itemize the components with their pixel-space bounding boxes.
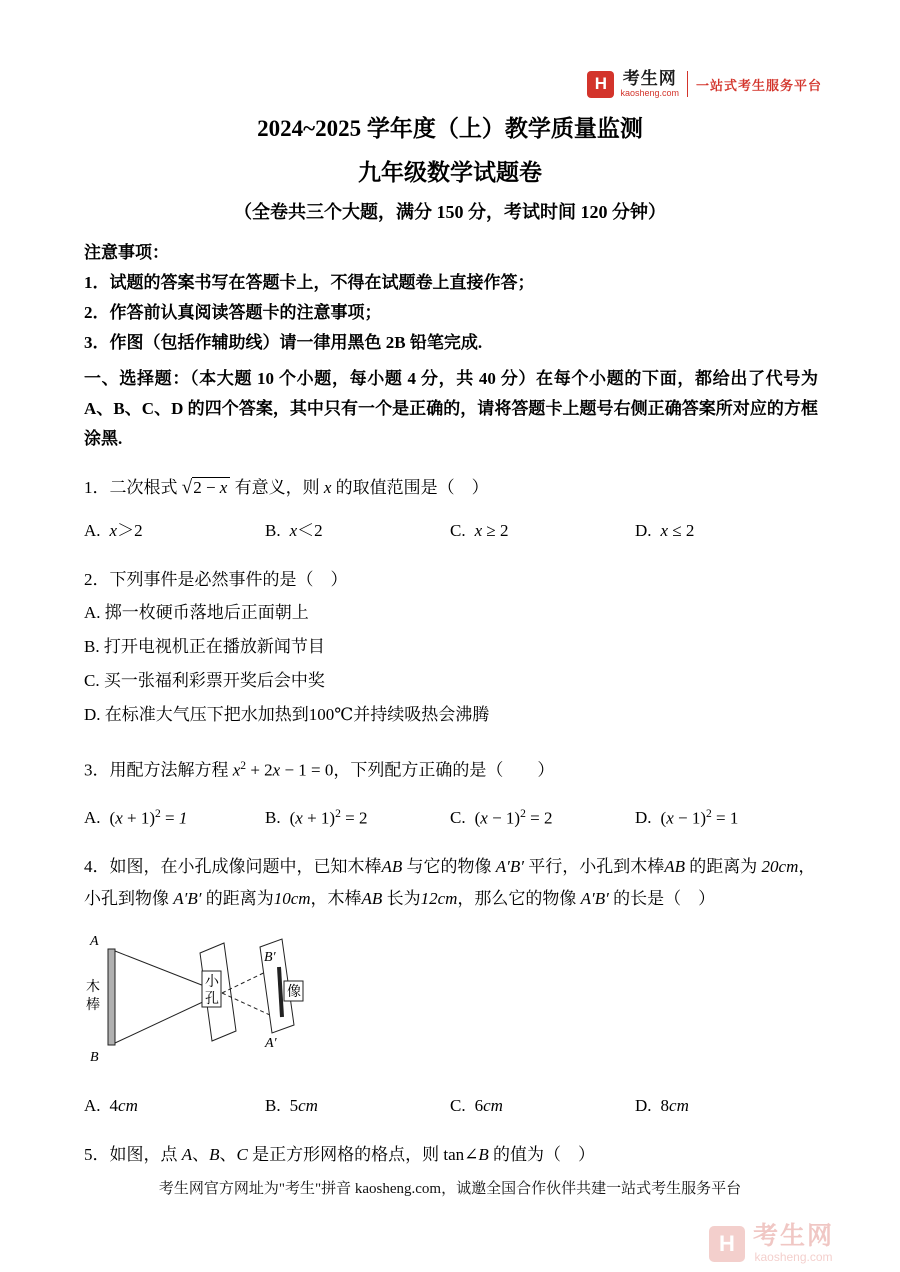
kaosheng-watermark-icon: H: [709, 1226, 745, 1262]
question-3: [84, 750, 818, 833]
figure-label-rod-char1: 木: [86, 980, 100, 996]
q3-option-d: D. $(x - 1)^2 = 1$: [635, 806, 739, 828]
brand-name: 考生网: [622, 69, 677, 88]
question-4: [84, 851, 818, 1121]
brand-names: [620, 70, 679, 98]
figure-label-a-prime: A′: [265, 1036, 277, 1052]
figure-label-a: A: [90, 934, 99, 950]
question-2-stem: 2．下列事件是必然事件的是（ ）: [84, 570, 348, 589]
notice-item-2: 2．作答前认真阅读答题卡的注意事项；: [84, 303, 382, 322]
exam-body: [84, 238, 818, 1171]
question-5-stem: 5．如图，点 A、B、C 是正方形网格的格点，则 tan∠B 的值为（ ）: [84, 1145, 596, 1165]
question-4-figure: [84, 929, 818, 1079]
question-3-stem: 3．用配方法解方程 $x^2 + 2x - 1 = 0$，下列配方正确的是（ ）: [84, 759, 555, 780]
figure-label-b: B: [90, 1050, 99, 1066]
figure-label-b-prime: B′: [264, 950, 276, 966]
q1-option-c: C. x ≥ 2: [450, 521, 509, 540]
sqrt-expression: [182, 478, 231, 497]
q2-option-c: C. 买一张福利彩票开奖后会中奖: [84, 671, 325, 690]
watermark-name: 考生网: [752, 1223, 834, 1250]
question-2: [84, 564, 818, 732]
wooden-rod: [108, 949, 115, 1045]
q4-option-b: B. 5cm: [265, 1096, 318, 1116]
q1-option-b: B. x＜2: [265, 521, 323, 540]
question-5: [84, 1139, 818, 1171]
figure-label-hole-char2: 孔: [205, 992, 219, 1008]
q1-prefix: 1．二次根式: [84, 478, 178, 497]
watermark: [709, 1224, 834, 1264]
question-4-options: [84, 1091, 818, 1121]
footer-text: 考生网官方网址为"考生"拼音 kaosheng.com，诚邀全国合作伙伴共建一站式考生服务平台: [158, 1181, 742, 1197]
small-hole-imaging-diagram: [84, 929, 324, 1074]
q2-option-d: D. 在标准大气压下把水加热到100℃并持续吸热会沸腾: [84, 705, 490, 724]
notice-item-1: 1．试题的答案书写在答题卡上，不得在试题卷上直接作答；: [84, 273, 535, 292]
question-4-stem: 4．如图，在小孔成像问题中，已知木棒AB 与它的物像 A′B′ 平行，小孔到木棒AB 的距离为 20cm，小孔到物像 A′B′ 的距离为10cm，木棒AB 长为12cm，那么它的物像 A′B′ 的长是（ ）: [84, 857, 816, 909]
brand-header: [587, 70, 822, 98]
q4-option-c: C. 6cm: [450, 1096, 503, 1116]
radicand: 2 − x: [192, 477, 230, 497]
notice-heading: 注意事项：: [84, 243, 169, 262]
brand-divider: [687, 71, 688, 97]
brand-domain: kaosheng.com: [620, 88, 679, 98]
exam-subtitle: 九年级数学试题卷: [358, 160, 542, 185]
watermark-names: [753, 1224, 834, 1264]
section-1-heading: 一、选择题：（本大题 10 个小题，每小题 4 分，共 40 分）在每个小题的下面，都给出了代号为 A、B、C、D 的四个答案，其中只有一个是正确的，请将答题卡上题号右侧正确答案所对应的方框涂黑.: [84, 369, 818, 448]
question-1-stem: [84, 472, 818, 504]
q4-option-a: A. 4cm: [84, 1096, 138, 1116]
q1-option-a: A. x＞2: [84, 521, 143, 540]
radical-sign: √: [181, 477, 193, 498]
q3-option-a: A. $(x + 1)^2 = 1$: [84, 806, 188, 828]
q4-option-d: D. 8cm: [635, 1096, 689, 1116]
q1-option-d: D. x ≤ 2: [635, 521, 695, 540]
q2-option-a: A. 掷一枚硬币落地后正面朝上: [84, 603, 309, 622]
q3-option-b: B. $(x + 1)^2 = 2$: [265, 806, 368, 828]
question-3-options: [84, 799, 818, 834]
exam-title: 2024~2025 学年度（上）教学质量监测: [257, 116, 643, 141]
exam-meta-line: （全卷共三个大题，满分 150 分，考试时间 120 分钟）: [234, 202, 666, 222]
question-1-options: [84, 516, 818, 546]
watermark-domain: kaosheng.com: [754, 1250, 833, 1264]
figure-label-hole-char1: 小: [205, 975, 219, 991]
figure-label-rod-char2: 棒: [86, 998, 100, 1014]
brand-slogan: 一站式考生服务平台: [695, 77, 822, 93]
kaosheng-logo-icon: H: [587, 71, 614, 98]
figure-label-image: 像: [287, 985, 301, 1001]
q1-suffix: 有意义，则 x 的取值范围是（ ）: [234, 478, 489, 497]
q3-option-c: C. $(x - 1)^2 = 2$: [450, 806, 553, 828]
notice-item-3: 3．作图（包括作辅助线）请一律用黑色 2B 铅笔完成.: [84, 333, 483, 352]
q2-option-b: B. 打开电视机正在播放新闻节目: [84, 637, 325, 656]
question-1: [84, 472, 818, 546]
